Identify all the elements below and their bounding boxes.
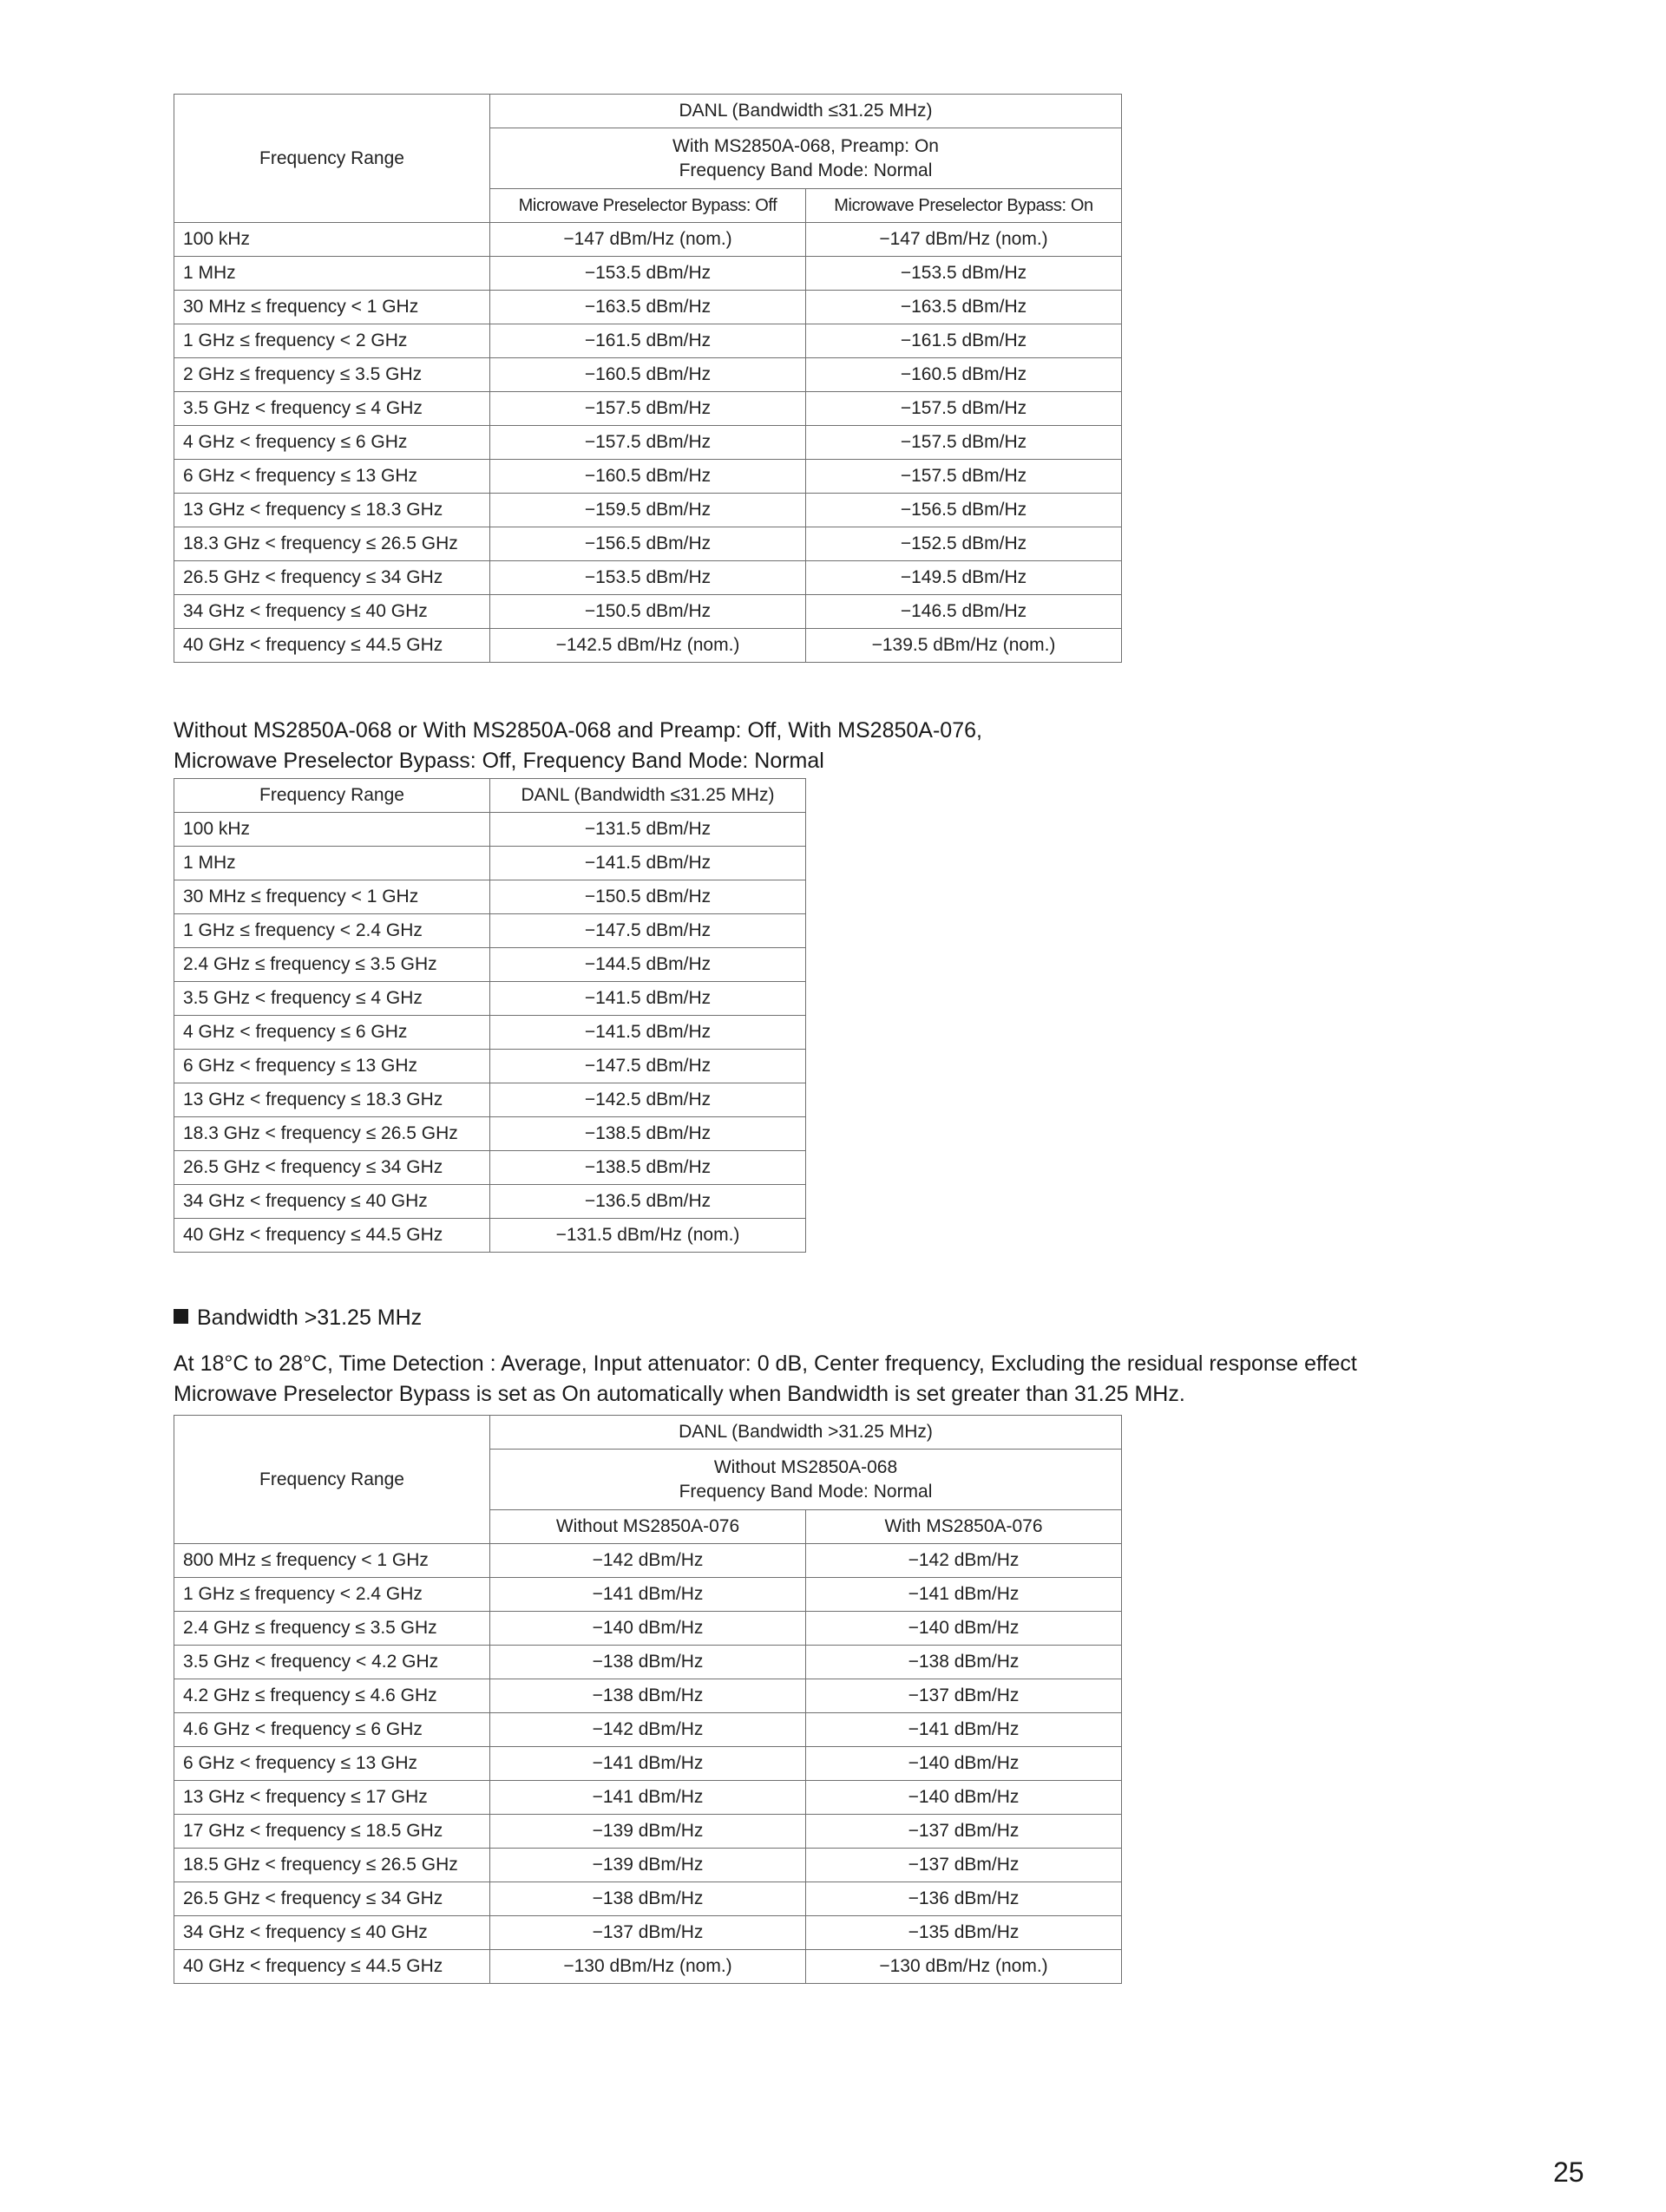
frequency-range-cell: 17 GHz < frequency ≤ 18.5 GHz bbox=[174, 1815, 490, 1849]
danl-value-cell: −140 dBm/Hz bbox=[806, 1747, 1122, 1781]
table-row bbox=[174, 1544, 1122, 1578]
danl-value-cell: −137 dBm/Hz bbox=[490, 1916, 806, 1950]
table-row bbox=[174, 426, 1122, 460]
condition-paragraph bbox=[174, 716, 982, 776]
danl-value-cell: −163.5 dBm/Hz bbox=[490, 291, 806, 324]
danl-value-cell: −138 dBm/Hz bbox=[490, 1679, 806, 1713]
danl-value-cell: −156.5 dBm/Hz bbox=[806, 494, 1122, 527]
frequency-range-cell: 4 GHz < frequency ≤ 6 GHz bbox=[174, 426, 490, 460]
table-row bbox=[174, 813, 806, 847]
danl-value-cell: −139.5 dBm/Hz (nom.) bbox=[806, 629, 1122, 663]
frequency-range-cell: 13 GHz < frequency ≤ 17 GHz bbox=[174, 1781, 490, 1815]
header-frequency-range: Frequency Range bbox=[174, 779, 490, 813]
header-frequency-range: Frequency Range bbox=[174, 95, 490, 223]
frequency-range-cell: 40 GHz < frequency ≤ 44.5 GHz bbox=[174, 1219, 490, 1253]
danl-value-cell: −156.5 dBm/Hz bbox=[490, 527, 806, 561]
danl-value-cell: −138 dBm/Hz bbox=[490, 1646, 806, 1679]
danl-value-cell: −141 dBm/Hz bbox=[490, 1781, 806, 1815]
danl-value-cell: −131.5 dBm/Hz bbox=[490, 813, 806, 847]
table-row bbox=[174, 880, 806, 914]
danl-value-cell: −153.5 dBm/Hz bbox=[490, 561, 806, 595]
danl-value-cell: −157.5 dBm/Hz bbox=[806, 460, 1122, 494]
frequency-range-cell: 1 MHz bbox=[174, 847, 490, 880]
header-condition-line1: Without MS2850A-068 bbox=[713, 1457, 898, 1478]
table-row bbox=[174, 460, 1122, 494]
danl-value-cell: −138 dBm/Hz bbox=[806, 1646, 1122, 1679]
table-row bbox=[174, 1747, 1122, 1781]
table-row bbox=[174, 1679, 1122, 1713]
danl-value-cell: −161.5 dBm/Hz bbox=[490, 324, 806, 358]
section-heading-text: Bandwidth >31.25 MHz bbox=[197, 1306, 423, 1330]
frequency-range-cell: 4.2 GHz ≤ frequency ≤ 4.6 GHz bbox=[174, 1679, 490, 1713]
danl-value-cell: −150.5 dBm/Hz bbox=[490, 595, 806, 629]
frequency-range-cell: 4.6 GHz < frequency ≤ 6 GHz bbox=[174, 1713, 490, 1747]
frequency-range-cell: 2 GHz ≤ frequency ≤ 3.5 GHz bbox=[174, 358, 490, 392]
danl-value-cell: −137 dBm/Hz bbox=[806, 1679, 1122, 1713]
danl-value-cell: −157.5 dBm/Hz bbox=[490, 392, 806, 426]
table-row bbox=[174, 1151, 806, 1185]
header-condition bbox=[490, 1450, 1122, 1510]
frequency-range-cell: 18.3 GHz < frequency ≤ 26.5 GHz bbox=[174, 1117, 490, 1151]
danl-value-cell: −141 dBm/Hz bbox=[806, 1578, 1122, 1612]
frequency-range-cell: 40 GHz < frequency ≤ 44.5 GHz bbox=[174, 1950, 490, 1984]
table-row bbox=[174, 914, 806, 948]
measurement-conditions-line1: At 18°C to 28°C, Time Detection : Average, Input attenuator: 0 dB, Center frequency, Excluding the residual response effect bbox=[174, 1351, 1357, 1376]
frequency-range-cell: 40 GHz < frequency ≤ 44.5 GHz bbox=[174, 629, 490, 663]
condition-line2: Microwave Preselector Bypass: Off, Frequency Band Mode: Normal bbox=[174, 749, 824, 773]
danl-value-cell: −130 dBm/Hz (nom.) bbox=[806, 1950, 1122, 1984]
danl-value-cell: −130 dBm/Hz (nom.) bbox=[490, 1950, 806, 1984]
table-row bbox=[174, 1050, 806, 1083]
table-row bbox=[174, 1185, 806, 1219]
frequency-range-cell: 100 kHz bbox=[174, 813, 490, 847]
table-row bbox=[174, 1815, 1122, 1849]
danl-value-cell: −135 dBm/Hz bbox=[806, 1916, 1122, 1950]
frequency-range-cell: 30 MHz ≤ frequency < 1 GHz bbox=[174, 880, 490, 914]
frequency-range-cell: 18.5 GHz < frequency ≤ 26.5 GHz bbox=[174, 1849, 490, 1882]
table-row bbox=[174, 847, 806, 880]
frequency-range-cell: 34 GHz < frequency ≤ 40 GHz bbox=[174, 1916, 490, 1950]
danl-value-cell: −142 dBm/Hz bbox=[490, 1713, 806, 1747]
danl-table-preamp-off bbox=[174, 778, 806, 1253]
frequency-range-cell: 1 GHz ≤ frequency < 2.4 GHz bbox=[174, 914, 490, 948]
danl-value-cell: −153.5 dBm/Hz bbox=[490, 257, 806, 291]
danl-value-cell: −141.5 dBm/Hz bbox=[490, 1016, 806, 1050]
measurement-conditions-line2: Microwave Preselector Bypass is set as On automatically when Bandwidth is set greater than 31.25 MHz. bbox=[174, 1382, 1185, 1406]
frequency-range-cell: 34 GHz < frequency ≤ 40 GHz bbox=[174, 1185, 490, 1219]
header-condition-line2: Frequency Band Mode: Normal bbox=[679, 160, 933, 180]
danl-value-cell: −139 dBm/Hz bbox=[490, 1815, 806, 1849]
danl-value-cell: −141 dBm/Hz bbox=[490, 1578, 806, 1612]
danl-value-cell: −131.5 dBm/Hz (nom.) bbox=[490, 1219, 806, 1253]
header-danl: DANL (Bandwidth >31.25 MHz) bbox=[490, 1416, 1122, 1450]
table-row bbox=[174, 291, 1122, 324]
danl-value-cell: −163.5 dBm/Hz bbox=[806, 291, 1122, 324]
frequency-range-cell: 1 GHz ≤ frequency < 2.4 GHz bbox=[174, 1578, 490, 1612]
frequency-range-cell: 1 MHz bbox=[174, 257, 490, 291]
danl-value-cell: −142.5 dBm/Hz (nom.) bbox=[490, 629, 806, 663]
table-row bbox=[174, 223, 1122, 257]
danl-table-wide-bandwidth bbox=[174, 1415, 1122, 1984]
danl-value-cell: −136 dBm/Hz bbox=[806, 1882, 1122, 1916]
measurement-conditions bbox=[174, 1349, 1357, 1410]
table-row bbox=[174, 1950, 1122, 1984]
danl-value-cell: −149.5 dBm/Hz bbox=[806, 561, 1122, 595]
danl-value-cell: −147.5 dBm/Hz bbox=[490, 1050, 806, 1083]
table-row bbox=[174, 527, 1122, 561]
danl-value-cell: −159.5 dBm/Hz bbox=[490, 494, 806, 527]
danl-value-cell: −147 dBm/Hz (nom.) bbox=[490, 223, 806, 257]
danl-value-cell: −147 dBm/Hz (nom.) bbox=[806, 223, 1122, 257]
danl-value-cell: −136.5 dBm/Hz bbox=[490, 1185, 806, 1219]
danl-value-cell: −140 dBm/Hz bbox=[490, 1612, 806, 1646]
frequency-range-cell: 18.3 GHz < frequency ≤ 26.5 GHz bbox=[174, 527, 490, 561]
danl-value-cell: −150.5 dBm/Hz bbox=[490, 880, 806, 914]
danl-value-cell: −153.5 dBm/Hz bbox=[806, 257, 1122, 291]
section-heading bbox=[174, 1303, 422, 1333]
danl-value-cell: −141 dBm/Hz bbox=[806, 1713, 1122, 1747]
table-row bbox=[174, 494, 1122, 527]
header-bypass-off: Microwave Preselector Bypass: Off bbox=[490, 189, 806, 223]
danl-value-cell: −157.5 dBm/Hz bbox=[806, 392, 1122, 426]
danl-value-cell: −160.5 dBm/Hz bbox=[806, 358, 1122, 392]
frequency-range-cell: 2.4 GHz ≤ frequency ≤ 3.5 GHz bbox=[174, 948, 490, 982]
frequency-range-cell: 1 GHz ≤ frequency < 2 GHz bbox=[174, 324, 490, 358]
danl-value-cell: −137 dBm/Hz bbox=[806, 1849, 1122, 1882]
frequency-range-cell: 100 kHz bbox=[174, 223, 490, 257]
table-row bbox=[174, 257, 1122, 291]
frequency-range-cell: 6 GHz < frequency ≤ 13 GHz bbox=[174, 460, 490, 494]
frequency-range-cell: 2.4 GHz ≤ frequency ≤ 3.5 GHz bbox=[174, 1612, 490, 1646]
danl-value-cell: −161.5 dBm/Hz bbox=[806, 324, 1122, 358]
table-row bbox=[174, 1849, 1122, 1882]
frequency-range-cell: 34 GHz < frequency ≤ 40 GHz bbox=[174, 595, 490, 629]
danl-value-cell: −141.5 dBm/Hz bbox=[490, 847, 806, 880]
table-row bbox=[174, 1083, 806, 1117]
table-row bbox=[174, 948, 806, 982]
danl-value-cell: −138.5 dBm/Hz bbox=[490, 1117, 806, 1151]
danl-value-cell: −146.5 dBm/Hz bbox=[806, 595, 1122, 629]
frequency-range-cell: 13 GHz < frequency ≤ 18.3 GHz bbox=[174, 494, 490, 527]
frequency-range-cell: 3.5 GHz < frequency < 4.2 GHz bbox=[174, 1646, 490, 1679]
danl-table-preamp-on bbox=[174, 94, 1122, 663]
table-row bbox=[174, 1916, 1122, 1950]
table-row bbox=[174, 392, 1122, 426]
danl-value-cell: −141.5 dBm/Hz bbox=[490, 982, 806, 1016]
danl-value-cell: −142 dBm/Hz bbox=[490, 1544, 806, 1578]
danl-value-cell: −144.5 dBm/Hz bbox=[490, 948, 806, 982]
frequency-range-cell: 6 GHz < frequency ≤ 13 GHz bbox=[174, 1747, 490, 1781]
page-number: 25 bbox=[1553, 2156, 1584, 2188]
frequency-range-cell: 3.5 GHz < frequency ≤ 4 GHz bbox=[174, 392, 490, 426]
danl-value-cell: −139 dBm/Hz bbox=[490, 1849, 806, 1882]
frequency-range-cell: 4 GHz < frequency ≤ 6 GHz bbox=[174, 1016, 490, 1050]
header-frequency-range: Frequency Range bbox=[174, 1416, 490, 1544]
danl-value-cell: −160.5 dBm/Hz bbox=[490, 358, 806, 392]
danl-value-cell: −160.5 dBm/Hz bbox=[490, 460, 806, 494]
table-row bbox=[174, 324, 1122, 358]
frequency-range-cell: 6 GHz < frequency ≤ 13 GHz bbox=[174, 1050, 490, 1083]
table-row bbox=[174, 1612, 1122, 1646]
danl-value-cell: −152.5 dBm/Hz bbox=[806, 527, 1122, 561]
table-row bbox=[174, 1016, 806, 1050]
danl-value-cell: −142 dBm/Hz bbox=[806, 1544, 1122, 1578]
table-row bbox=[174, 1219, 806, 1253]
table-row bbox=[174, 1646, 1122, 1679]
table-row bbox=[174, 1117, 806, 1151]
frequency-range-cell: 3.5 GHz < frequency ≤ 4 GHz bbox=[174, 982, 490, 1016]
table-row bbox=[174, 1578, 1122, 1612]
frequency-range-cell: 26.5 GHz < frequency ≤ 34 GHz bbox=[174, 561, 490, 595]
header-without-076: Without MS2850A-076 bbox=[490, 1510, 806, 1544]
table-row bbox=[174, 1781, 1122, 1815]
danl-value-cell: −157.5 dBm/Hz bbox=[490, 426, 806, 460]
danl-value-cell: −137 dBm/Hz bbox=[806, 1815, 1122, 1849]
condition-line1: Without MS2850A-068 or With MS2850A-068 and Preamp: Off, With MS2850A-076, bbox=[174, 718, 982, 743]
danl-value-cell: −138.5 dBm/Hz bbox=[490, 1151, 806, 1185]
frequency-range-cell: 26.5 GHz < frequency ≤ 34 GHz bbox=[174, 1882, 490, 1916]
header-bypass-on: Microwave Preselector Bypass: On bbox=[806, 189, 1122, 223]
table-row bbox=[174, 561, 1122, 595]
header-danl: DANL (Bandwidth ≤31.25 MHz) bbox=[490, 95, 1122, 128]
header-condition-line1: With MS2850A-068, Preamp: On bbox=[672, 136, 939, 157]
frequency-range-cell: 800 MHz ≤ frequency < 1 GHz bbox=[174, 1544, 490, 1578]
square-bullet-icon bbox=[174, 1309, 188, 1324]
header-condition bbox=[490, 128, 1122, 189]
danl-value-cell: −140 dBm/Hz bbox=[806, 1781, 1122, 1815]
table-row bbox=[174, 595, 1122, 629]
frequency-range-cell: 13 GHz < frequency ≤ 18.3 GHz bbox=[174, 1083, 490, 1117]
table-row bbox=[174, 982, 806, 1016]
header-with-076: With MS2850A-076 bbox=[806, 1510, 1122, 1544]
danl-value-cell: −147.5 dBm/Hz bbox=[490, 914, 806, 948]
table-row bbox=[174, 358, 1122, 392]
danl-value-cell: −142.5 dBm/Hz bbox=[490, 1083, 806, 1117]
danl-value-cell: −140 dBm/Hz bbox=[806, 1612, 1122, 1646]
table-row bbox=[174, 1882, 1122, 1916]
frequency-range-cell: 26.5 GHz < frequency ≤ 34 GHz bbox=[174, 1151, 490, 1185]
header-condition-line2: Frequency Band Mode: Normal bbox=[679, 1481, 933, 1502]
table-row bbox=[174, 629, 1122, 663]
danl-value-cell: −138 dBm/Hz bbox=[490, 1882, 806, 1916]
header-danl: DANL (Bandwidth ≤31.25 MHz) bbox=[490, 779, 806, 813]
table-row bbox=[174, 1713, 1122, 1747]
danl-value-cell: −157.5 dBm/Hz bbox=[806, 426, 1122, 460]
danl-value-cell: −141 dBm/Hz bbox=[490, 1747, 806, 1781]
frequency-range-cell: 30 MHz ≤ frequency < 1 GHz bbox=[174, 291, 490, 324]
